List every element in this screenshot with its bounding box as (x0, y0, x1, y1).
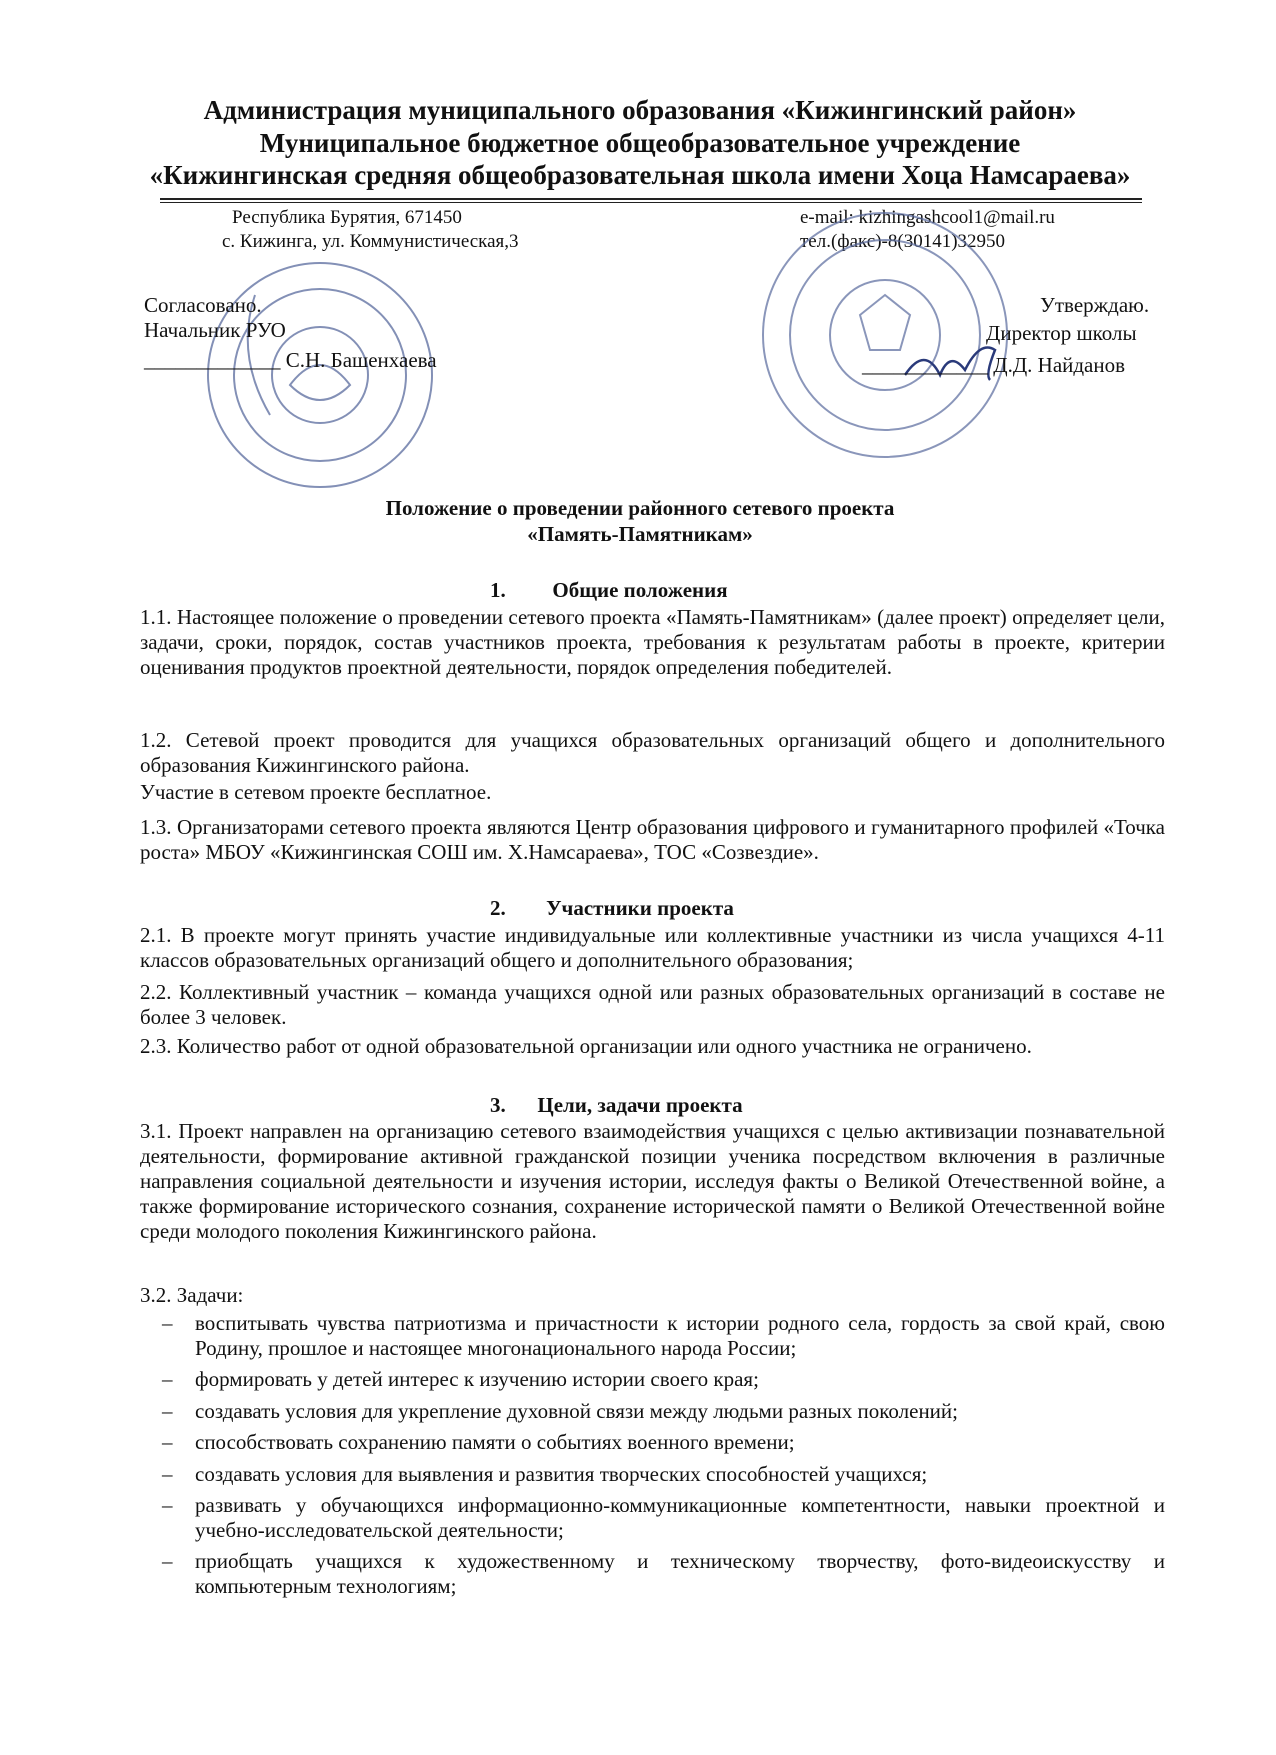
approval-left-label: Согласовано. (144, 293, 262, 317)
section-3-heading (140, 1093, 1140, 1118)
paragraph-participation-free: Участие в сетевом проекте бесплатное. (140, 780, 492, 804)
paragraph-2-2: 2.2. Коллективный участник – команда учащихся одной или разных образовательных организаций в составе не более 3 человек. (140, 980, 1165, 1029)
email-text: e-mail: kizhingashcool1@mail.ru (800, 207, 1055, 228)
dash-bullet: – (162, 1493, 173, 1517)
paragraph-2-1: 2.1. В проекте могут принять участие индивидуальные или коллективные участники из числа учащихся 4-11 классов образовательных организаций общего и дополнительного образования; (140, 923, 1165, 972)
address-street: с. Кижинга, ул. Коммунистическая,3 (222, 231, 519, 252)
header-rule-thin (160, 202, 1142, 203)
header-institution-type: Муниципальное бюджетное общеобразовательное учреждение (259, 128, 1021, 158)
dash-bullet: – (162, 1549, 173, 1573)
list-item: – развивать у обучающихся информационно-коммуникационные компетентности, навыки проектной и учебно-исследовательской деятельности; (162, 1493, 1165, 1542)
dash-bullet: – (162, 1367, 173, 1391)
section-1-title: Общие положения (552, 578, 728, 602)
list-item: – создавать условия для выявления и развития творческих способностей учащихся; (162, 1461, 928, 1486)
dash-bullet: – (162, 1461, 173, 1486)
header-rule (160, 198, 1142, 200)
approval-right-name: ____________ Д.Д. Найданов (862, 353, 1126, 377)
document-title: Положение о проведении районного сетевого проекта (385, 496, 895, 520)
approval-right-label: Утверждаю. (1040, 293, 1150, 317)
paragraph-3-2: 3.2. Задачи: (140, 1283, 244, 1307)
section-3-number: 3. (490, 1093, 506, 1117)
paragraph-2-3: 2.3. Количество работ от одной образовательной организации или одного участника не ограничено. (140, 1034, 1032, 1058)
approval-left-name: _____________ С.Н. Башенхаева (144, 348, 437, 372)
list-item: – формировать у детей интерес к изучению истории своего края; (162, 1367, 759, 1391)
approval-right-position: Директор школы (986, 321, 1137, 345)
section-2-title: Участники проекта (546, 896, 734, 920)
paragraph-1-2: 1.2. Сетевой проект проводится для учащихся образовательных организаций общего и дополнительного образования Кижингинского района. (140, 728, 1165, 777)
phone-text: тел.(факс)-8(30141)32950 (800, 231, 1006, 252)
section-1-heading (140, 578, 1140, 603)
address-region: Республика Бурятия, 671450 (232, 207, 462, 228)
section-2-heading (140, 896, 1140, 921)
header-administration: Администрация муниципального образования «Кижингинский район» (203, 95, 1077, 125)
list-item: – воспитывать чувства патриотизма и причастности к истории родного села, гордость за свой край, свою Родину, прошлое и настоящее многонационального народа России; (162, 1311, 1165, 1360)
dash-bullet: – (162, 1430, 173, 1454)
list-item: – создавать условия для укрепление духовной связи между людьми разных поколений; (162, 1398, 958, 1423)
paragraph-3-1: 3.1. Проект направлен на организацию сетевого взаимодействия учащихся с целью активизации познавательной деятельности, формирование активной гражданской позиции ученика посредством включения в различные направления социальной деятельности и изучения истории, исследуя факты о Великой Отечественной войне, а также формирование исторического сознания, сохранение исторической памяти о Великой Отечественной войне среди молодого поколения Кижингинского района. (140, 1119, 1165, 1243)
tasks-list (140, 1311, 1165, 1605)
stamp-left-icon (195, 255, 445, 495)
paragraph-1-1: 1.1. Настоящее положение о проведении сетевого проекта «Память-Памятникам» (далее проект) определяет цели, задачи, сроки, порядок, состав участников проекта, требования к результатам работы в проекте, критерии оценивания продуктов проектной деятельности, порядок определения победителей. (140, 605, 1165, 679)
header-school-name: «Кижингинская средняя общеобразовательная школа имени Хоца Намсараева» (149, 160, 1131, 190)
list-item: – способствовать сохранению памяти о событиях военного времени; (162, 1430, 795, 1454)
approval-left-position: Начальник РУО (144, 318, 286, 342)
section-2-number: 2. (490, 896, 506, 920)
section-1-number: 1. (490, 578, 506, 602)
dash-bullet: – (162, 1398, 173, 1423)
paragraph-1-3: 1.3. Организаторами сетевого проекта являются Центр образования цифрового и гуманитарного профилей «Точка роста» МБОУ «Кижингинская СОШ им. Х.Намсараева», ТОС «Созвездие». (140, 815, 1165, 864)
section-3-title: Цели, задачи проекта (537, 1093, 743, 1117)
dash-bullet: – (162, 1311, 173, 1335)
list-item: – приобщать учащихся к художественному и техническому творчеству, фото-видеоискусству и компьютерным технологиям; (162, 1549, 1165, 1598)
document-subtitle: «Память-Памятникам» (527, 522, 753, 546)
